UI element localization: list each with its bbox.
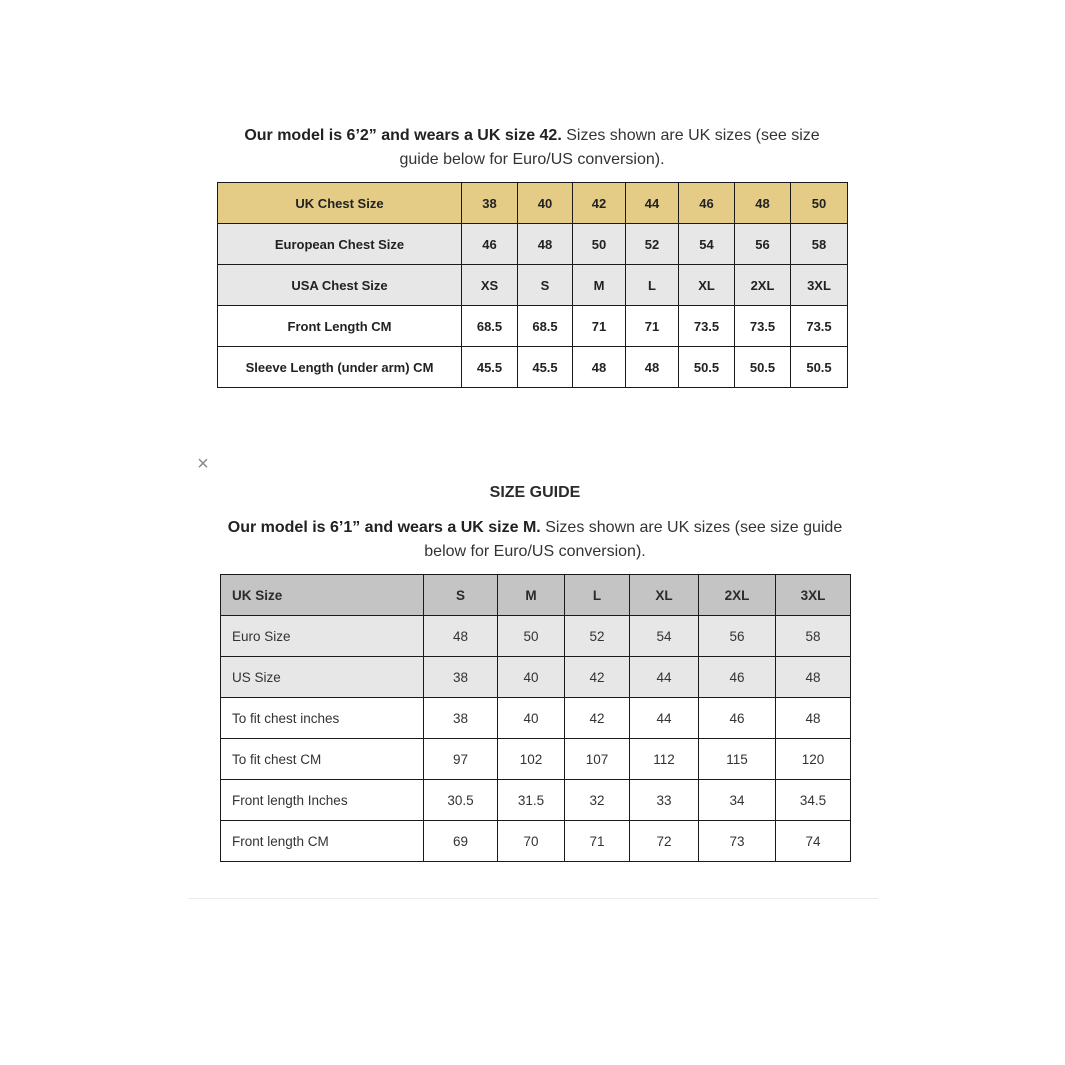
table-row	[218, 265, 848, 306]
table-cell: M	[498, 575, 565, 616]
size-guide-intro	[212, 516, 858, 564]
row-label: To fit chest inches	[221, 698, 424, 739]
table-cell: 71	[565, 821, 630, 862]
table-cell: 50	[791, 183, 848, 224]
table-cell: 48	[424, 616, 498, 657]
table-cell: S	[424, 575, 498, 616]
table-cell: L	[565, 575, 630, 616]
table-cell: 54	[679, 224, 735, 265]
model-info-note: Sizes shown are UK sizes (see size guide below for Euro/US conversion).	[424, 519, 843, 560]
table-cell: 38	[424, 698, 498, 739]
table-cell: 71	[573, 306, 626, 347]
row-label: Sleeve Length (under arm) CM	[218, 347, 462, 388]
table-cell: 34.5	[776, 780, 851, 821]
table-row	[218, 347, 848, 388]
table-cell: 52	[626, 224, 679, 265]
table-cell: 74	[776, 821, 851, 862]
table-cell: 58	[776, 616, 851, 657]
row-label: UK Size	[221, 575, 424, 616]
row-label: To fit chest CM	[221, 739, 424, 780]
table-cell: 44	[630, 657, 699, 698]
table-cell: 46	[679, 183, 735, 224]
table-cell: 48	[776, 698, 851, 739]
row-label: US Size	[221, 657, 424, 698]
table-cell: 32	[565, 780, 630, 821]
table-cell: 50	[573, 224, 626, 265]
table-cell: 40	[498, 698, 565, 739]
table-cell: 50	[498, 616, 565, 657]
table-cell: 2XL	[735, 265, 791, 306]
table-cell: 48	[626, 347, 679, 388]
row-label: European Chest Size	[218, 224, 462, 265]
table-cell: 54	[630, 616, 699, 657]
table-cell: 31.5	[498, 780, 565, 821]
table-cell: 42	[573, 183, 626, 224]
table-row	[218, 183, 848, 224]
table-cell: 73.5	[735, 306, 791, 347]
size-guide-table	[220, 574, 851, 862]
row-label: Front length CM	[221, 821, 424, 862]
table-row	[221, 739, 851, 780]
table-cell: 56	[699, 616, 776, 657]
table-row	[221, 575, 851, 616]
model-info-note: Sizes shown are UK sizes (see size guide below for Euro/US conversion).	[399, 127, 820, 168]
table-cell: 48	[735, 183, 791, 224]
table-cell: 115	[699, 739, 776, 780]
table-cell: 34	[699, 780, 776, 821]
table-cell: 102	[498, 739, 565, 780]
table-cell: 50.5	[735, 347, 791, 388]
table-row	[221, 821, 851, 862]
table-cell: XL	[630, 575, 699, 616]
table-cell: 50.5	[679, 347, 735, 388]
row-label: USA Chest Size	[218, 265, 462, 306]
table-cell: 97	[424, 739, 498, 780]
table-cell: 68.5	[518, 306, 573, 347]
close-icon[interactable]: ×	[197, 453, 209, 475]
table-cell: 46	[462, 224, 518, 265]
table-cell: 70	[498, 821, 565, 862]
table-cell: 73	[699, 821, 776, 862]
table-cell: XL	[679, 265, 735, 306]
table-cell: 42	[565, 698, 630, 739]
table-cell: S	[518, 265, 573, 306]
table-cell: M	[573, 265, 626, 306]
table-cell: 38	[424, 657, 498, 698]
table-cell: 44	[630, 698, 699, 739]
table-row	[218, 306, 848, 347]
table-cell: 48	[573, 347, 626, 388]
table-cell: 38	[462, 183, 518, 224]
row-label: Front Length CM	[218, 306, 462, 347]
table-cell: 3XL	[791, 265, 848, 306]
table-cell: 112	[630, 739, 699, 780]
chest-size-intro	[230, 124, 834, 172]
chest-size-table	[217, 182, 848, 388]
table-cell: 48	[518, 224, 573, 265]
table-cell: 120	[776, 739, 851, 780]
table-cell: 46	[699, 657, 776, 698]
table-row	[218, 224, 848, 265]
table-cell: 68.5	[462, 306, 518, 347]
table-cell: 46	[699, 698, 776, 739]
model-info-bold: Our model is 6’1” and wears a UK size M.	[227, 519, 541, 536]
table-cell: 56	[735, 224, 791, 265]
table-cell: 73.5	[791, 306, 848, 347]
table-cell: 107	[565, 739, 630, 780]
table-cell: 40	[498, 657, 565, 698]
table-cell: 3XL	[776, 575, 851, 616]
row-label: Euro Size	[221, 616, 424, 657]
size-guide-title: SIZE GUIDE	[489, 484, 581, 501]
table-cell: 50.5	[791, 347, 848, 388]
table-cell: 58	[791, 224, 848, 265]
table-row	[221, 698, 851, 739]
table-cell: 30.5	[424, 780, 498, 821]
model-info-bold: Our model is 6’2” and wears a UK size 42.	[244, 127, 562, 144]
table-row	[221, 780, 851, 821]
table-cell: 52	[565, 616, 630, 657]
table-cell: 71	[626, 306, 679, 347]
table-cell: 33	[630, 780, 699, 821]
table-cell: 45.5	[518, 347, 573, 388]
table-cell: XS	[462, 265, 518, 306]
table-cell: 72	[630, 821, 699, 862]
table-cell: L	[626, 265, 679, 306]
row-label: Front length Inches	[221, 780, 424, 821]
row-label: UK Chest Size	[218, 183, 462, 224]
table-cell: 45.5	[462, 347, 518, 388]
table-row	[221, 616, 851, 657]
section-divider	[188, 898, 878, 899]
table-cell: 2XL	[699, 575, 776, 616]
table-cell: 44	[626, 183, 679, 224]
table-row	[221, 657, 851, 698]
table-cell: 40	[518, 183, 573, 224]
table-cell: 42	[565, 657, 630, 698]
table-cell: 48	[776, 657, 851, 698]
table-cell: 73.5	[679, 306, 735, 347]
table-cell: 69	[424, 821, 498, 862]
